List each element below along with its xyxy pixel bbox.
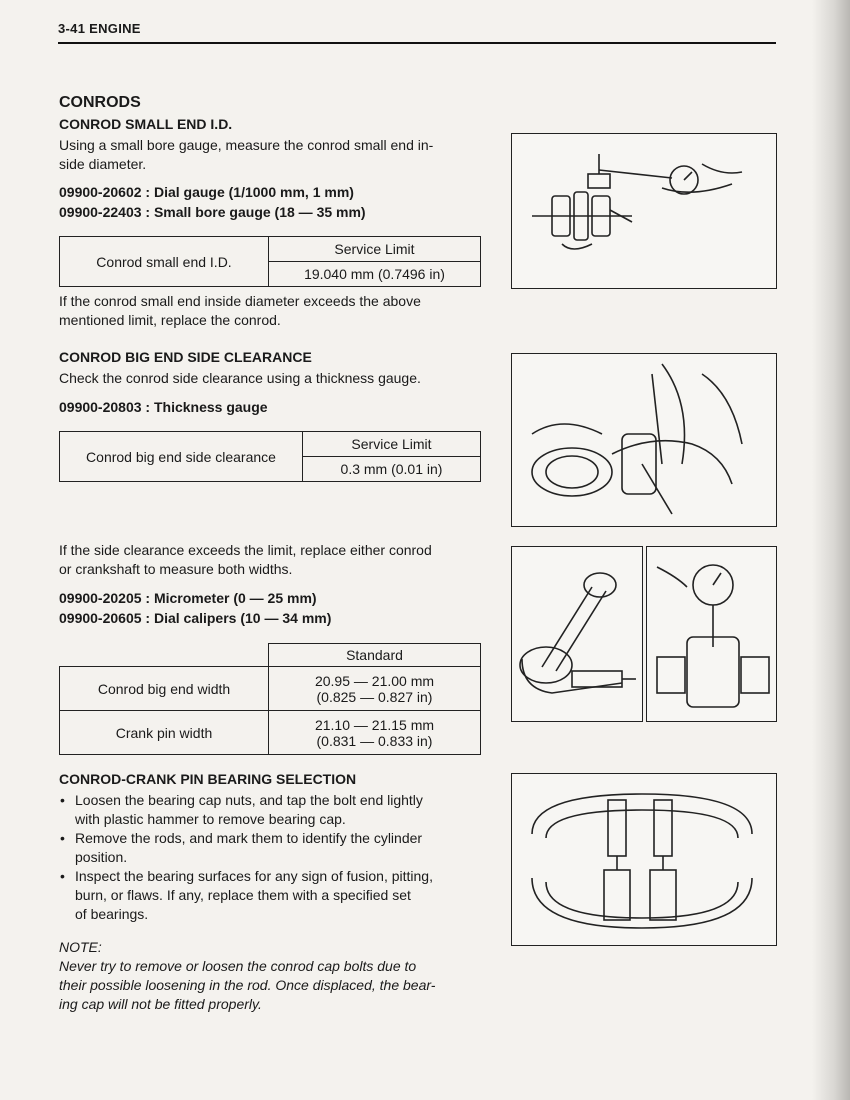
conrod-width-value-1: 20.95 — 21.00 mm [314, 672, 435, 689]
bearing-step-1-line-1: • Loosen the bearing cap nuts, and tap the bolt end lightly [75, 792, 423, 808]
dial-caliper-crankpin-illustration [646, 546, 777, 722]
tool-small-bore-gauge: 09900-22403 : Small bore gauge (18 — 35 mm) [59, 204, 366, 220]
bearing-step-2-line-1: • Remove the rods, and mark them to identify the cylinder [75, 830, 423, 846]
thickness-gauge-illustration [511, 353, 777, 527]
tool-dial-gauge: 09900-20602 : Dial gauge (1/1000 mm, 1 mm) [59, 184, 354, 200]
tool-micrometer: 09900-20205 : Micrometer (0 — 25 mm) [59, 590, 317, 606]
bearing-steps [59, 791, 484, 924]
bearing-step-3-line-1: • Inspect the bearing surfaces for any sign of fusion, pitting, [75, 868, 433, 884]
note-line-2: their possible loosening in the rod. Once displaced, the bear- [59, 977, 436, 993]
bearing-step-2-line-2: position. [75, 849, 128, 865]
width-col-header: Standard [269, 644, 481, 667]
conrod-width-label: Conrod big end width [60, 667, 269, 711]
section-title: CONRODS [59, 94, 141, 111]
figure-4-drawing [647, 547, 776, 721]
crank-pin-width-label: Crank pin width [60, 711, 269, 755]
figure-2-drawing [512, 354, 776, 526]
small-end-intro-1: Using a small bore gauge, measure the conrod small end in- [59, 137, 434, 153]
big-end-after-2: or crankshaft to measure both widths. [59, 561, 293, 577]
conrod-width-value [269, 667, 481, 711]
figure-3-drawing [512, 547, 642, 721]
small-end-after-2: mentioned limit, replace the conrod. [59, 312, 281, 328]
note-line-3: ing cap will not be fitted properly. [59, 996, 262, 1012]
width-table-corner [60, 644, 269, 667]
big-end-after-1: If the side clearance exceeds the limit, replace either conrod [59, 542, 432, 558]
big-end-side-heading: CONROD BIG END SIDE CLEARANCE [59, 349, 312, 365]
note-line-1: Never try to remove or loosen the conrod cap bolts due to [59, 958, 417, 974]
crank-pin-width-value-1: 21.10 — 21.15 mm [314, 716, 435, 733]
figure-1-drawing [512, 134, 776, 288]
page-number: 3-41 ENGINE [58, 21, 141, 36]
conrod-width-value-2: (0.825 — 0.827 in) [316, 688, 433, 705]
page-edge-shadow [812, 0, 850, 1100]
small-end-intro-2: side diameter. [59, 156, 147, 172]
small-end-after-1: If the conrod small end inside diameter exceeds the above [59, 293, 421, 309]
note-label: NOTE: [59, 939, 102, 955]
figure-5-drawing [512, 774, 776, 945]
tool-thickness-gauge: 09900-20803 : Thickness gauge [59, 399, 268, 415]
big-end-side-intro: Check the conrod side clearance using a thickness gauge. [59, 370, 421, 386]
bearing-step-1-line-2: with plastic hammer to remove bearing cap. [75, 811, 346, 827]
crank-pin-width-value [269, 711, 481, 755]
small-end-heading: CONROD SMALL END I.D. [59, 116, 233, 132]
big-end-side-spec-table [59, 431, 481, 482]
big-end-side-row-label: Conrod big end side clearance [60, 432, 303, 482]
bearing-step-2 [59, 829, 484, 867]
bearing-step-3 [59, 867, 484, 924]
dial-gauge-small-end-illustration [511, 133, 777, 289]
bearing-step-3-line-2: burn, or flaws. If any, replace them with a specified set [75, 887, 411, 903]
crank-pin-width-value-2: (0.831 — 0.833 in) [316, 732, 433, 749]
note-body [59, 957, 484, 1014]
page-header [58, 18, 776, 44]
small-end-limit-value: 19.040 mm (0.7496 in) [269, 262, 481, 287]
bearing-heading: CONROD-CRANK PIN BEARING SELECTION [59, 771, 357, 787]
micrometer-conrod-illustration [511, 546, 643, 722]
tool-dial-calipers: 09900-20605 : Dial calipers (10 — 34 mm) [59, 610, 332, 626]
small-end-col-header: Service Limit [269, 237, 481, 262]
conrod-bearing-cap-illustration [511, 773, 777, 946]
small-end-spec-table [59, 236, 481, 287]
bearing-step-3-line-3: of bearings. [75, 906, 149, 922]
bearing-step-1 [59, 791, 484, 829]
big-end-side-limit-value: 0.3 mm (0.01 in) [303, 457, 481, 482]
big-end-side-col-header: Service Limit [303, 432, 481, 457]
width-spec-table [59, 643, 481, 755]
small-end-row-label: Conrod small end I.D. [60, 237, 269, 287]
